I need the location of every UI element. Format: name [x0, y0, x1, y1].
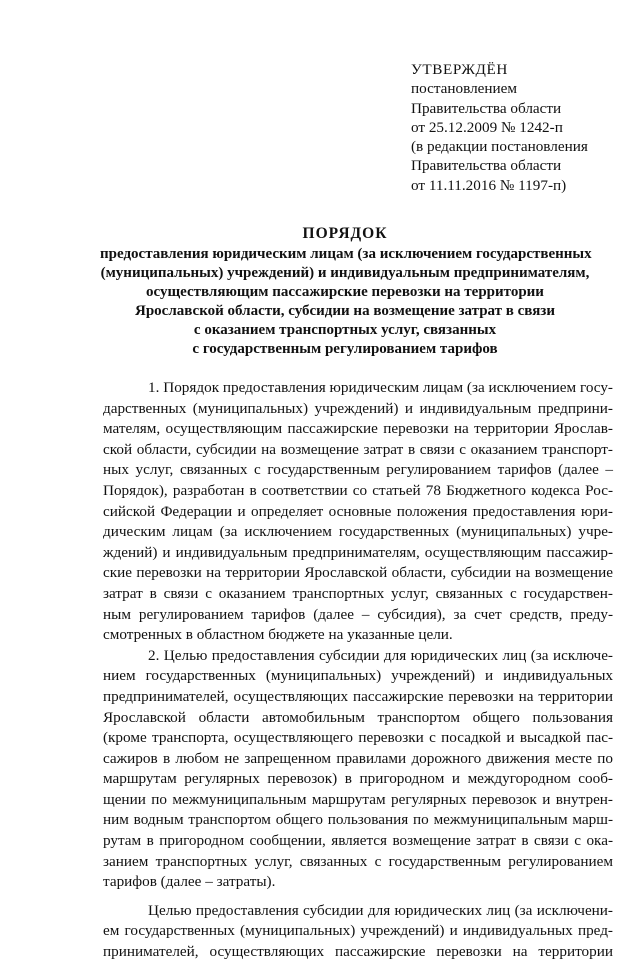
paragraph-3 — [103, 901, 613, 963]
subtitle-line: предоставления юридическим лицам (за исключением государственных — [100, 246, 592, 262]
paragraph-line: 1. Порядок предоставления юридическим лицам (за исключением госу- — [148, 379, 613, 396]
subtitle-line: с оказанием транспортных услуг, связанных — [193, 322, 497, 338]
subtitle-line: (муниципальных) учреждений) и индивидуальным предпринимателям, — [100, 265, 590, 281]
paragraph-line: дическим лицам (за исключением государственных (муниципальных) учре- — [103, 523, 613, 541]
paragraph-line: (кроме транспорта, осуществляющего перевозки с посадкой и высадкой пас- — [103, 729, 613, 747]
approval-line: постановлением — [411, 80, 518, 98]
paragraph-line: ской области, субсидии на возмещение затрат в связи с оказанием транспорт- — [103, 440, 613, 458]
paragraph-1 — [103, 378, 613, 646]
document-body — [103, 378, 613, 963]
paragraph-line: Целью предоставления субсидии для юридических лиц (за исключени- — [148, 901, 613, 919]
paragraph-line: ным регулированием тарифов (далее – субсидия), за счет средств, преду- — [103, 605, 613, 623]
paragraph-line: дарственных (муниципальных) учреждений) и индивидуальным предприни- — [103, 399, 613, 417]
approval-stamp — [411, 60, 626, 195]
paragraph-2 — [103, 646, 613, 893]
paragraph-line: ним водным транспортом общего пользования по межмуниципальным марш- — [103, 811, 613, 829]
paragraph-line: тарифов (далее – затраты). — [103, 873, 276, 891]
approval-line: Правительства области — [411, 99, 562, 117]
paragraph-line: 2. Целью предоставления субсидии для юридических лиц (за исключе- — [148, 646, 613, 664]
paragraph-line: смотренных в областном бюджете на указанные цели. — [103, 626, 453, 644]
subtitle-line: Ярославской области, субсидии на возмещение затрат в связи — [135, 303, 555, 319]
paragraph-line: предпринимателей, осуществляющих пассажирские перевозки на территории — [103, 687, 613, 705]
paragraph-line: сийской Федерации и определяет основные положения предоставления юри- — [103, 502, 613, 520]
approval-line: от 11.11.2016 № 1197-п) — [411, 176, 567, 194]
paragraph-line: мателям, осуществляющим пассажирские перевозки на территории Ярослав- — [103, 420, 613, 438]
subtitle-line: осуществляющим пассажирские перевозки на территории — [146, 284, 544, 300]
paragraph-line: ных услуг, связанных с государственным регулированием тарифов (далее – — [103, 461, 613, 479]
paragraph-line: рутам в пригородном сообщении, является возмещение затрат в связи с ока- — [103, 832, 613, 850]
paragraph-line: занием транспортных услуг, связанных с государственным регулированием — [103, 852, 613, 870]
paragraph-line: ские перевозки на территории Ярославской области, субсидии на возмещение — [103, 564, 613, 582]
paragraph-line: сажиров в любом не запрещенном правилами дорожного движения месте по — [103, 749, 613, 767]
paragraph-line: ем государственных (муниципальных) учреждений) и индивидуальных пред- — [103, 922, 613, 940]
approval-line: Правительства области — [411, 157, 562, 175]
paragraph-line: Порядок), разработан в соответствии со статьей 78 Бюджетного кодекса Рос- — [103, 481, 613, 499]
paragraph-line: щении по межмуниципальным маршрутам регулярных перевозок и внутрен- — [103, 790, 613, 808]
paragraph-line: затрат в связи с оказанием транспортных услуг, связанных с государствен- — [103, 584, 613, 602]
document-name: ПОРЯДОК — [302, 225, 388, 242]
document-title — [100, 224, 590, 359]
approval-line: от 25.12.2009 № 1242-п — [411, 118, 563, 136]
paragraph-line: Ярославской области автомобильным транспортом общего пользования — [103, 708, 613, 726]
paragraph-line: нием государственных (муниципальных) учреждений) и индивидуальных — [103, 667, 613, 685]
paragraph-line: маршрутам регулярных перевозок) в пригородном и междугородном сооб- — [103, 770, 613, 788]
paragraph-line: принимателей, осуществляющих пассажирские перевозки на территории — [103, 943, 613, 961]
paragraph-line: ждений) и индивидуальным предпринимателям, осуществляющим пассажир- — [103, 543, 613, 561]
document-subtitle — [100, 245, 590, 359]
subtitle-line: с государственным регулированием тарифов — [192, 341, 498, 357]
approval-line: (в редакции постановления — [411, 138, 588, 156]
approval-heading: УТВЕРЖДЁН — [411, 61, 508, 78]
